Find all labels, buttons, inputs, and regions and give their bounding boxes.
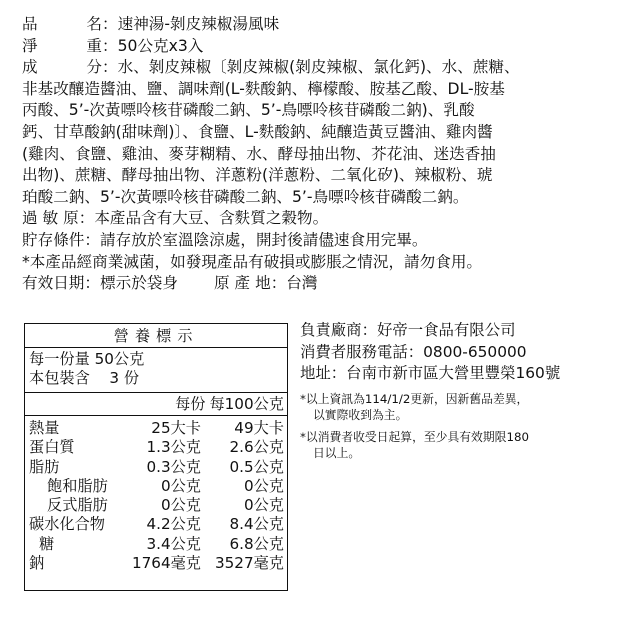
per-serving-value: 4.2公克	[146, 515, 201, 534]
product-name-row: 品 名 ： 速神湯-剝皮辣椒湯風味	[22, 14, 602, 36]
nutrition-row	[25, 496, 287, 515]
product-name-label: 品 名	[22, 15, 102, 33]
ingredients-line: 非基改釀造醬油、鹽、調味劑(L-麩酸鈉、檸檬酸、胺基乙酸、DL-胺基	[22, 79, 505, 98]
ingredients-block: 成 分 ： 水、剝皮辣椒〔剝皮辣椒(剝皮辣椒、氯化鈣)、水、蔗糖、 非基改釀造醬油、鹽、調味劑(L-麩酸鈉、檸檬酸、胺基乙酸、DL-胺基 丙酸、5’-次黃嘌呤核苷磷酸二鈉、5’-鳥嘌呤核苷磷酸二鈉)、乳酸 鈣、甘草酸鈉(甜味劑)〕、食鹽、L-麩酸鈉、純釀造黃豆醬油、雞肉醬 (雞肉、食鹽、雞油、麥芽糊精、水、酵母抽出物、芥花油、迷迭香抽 出物)、蔗糖、酵母抽出物、洋蔥粉(洋蔥粉、二氧化矽)、辣椒粉、琥 珀酸二鈉、5’-次黃嘌呤核苷磷酸二鈉、5’-鳥嘌呤核苷磷酸二鈉。	[22, 57, 602, 208]
phone-line: 消費者服務電話：0800-650000	[300, 342, 527, 361]
nutrition-row	[25, 477, 287, 496]
nutrition-column-header	[25, 393, 287, 415]
nutrient-name: 脂肪	[29, 457, 60, 476]
nutrition-row	[25, 535, 287, 554]
expiry-value: 標示於袋身	[100, 274, 178, 293]
per-100g-header: 每100公克	[209, 395, 284, 413]
storage-value: 請存放於室溫陰涼處，開封後請儘速食用完畢。	[100, 230, 428, 249]
nutrition-title: 營養標示	[25, 324, 287, 348]
per-100g-value: 8.4公克	[229, 515, 284, 534]
per-serving-value: 0公克	[160, 476, 201, 495]
per-100g-value: 0公克	[243, 496, 284, 515]
per-100g-value: 2.6公克	[229, 438, 284, 457]
expiry-label: 有效日期	[22, 274, 85, 293]
nutrition-row	[25, 419, 287, 438]
per-serving-value: 0公克	[160, 496, 201, 515]
ingredients-line: 水、剝皮辣椒〔剝皮辣椒(剝皮辣椒、氯化鈣)、水、蔗糖、	[117, 58, 520, 77]
serving-size-value: 50公克	[94, 350, 145, 368]
servings-label: 本包裝含	[29, 369, 90, 387]
net-weight-value: 50公克x3入	[117, 36, 204, 55]
nutrition-row	[25, 458, 287, 477]
per-serving-header: 每份	[175, 395, 206, 413]
per-serving-value: 0.3公克	[146, 457, 201, 476]
per-100g-value: 6.8公克	[229, 534, 284, 553]
nutrient-name: 碳水化合物	[29, 515, 105, 534]
ingredients-line: 鈣、甘草酸鈉(甜味劑)〕、食鹽、L-麩酸鈉、純釀造黃豆醬油、雞肉醬	[22, 122, 493, 141]
update-note: *以上資訊為114/1/2更新，因新舊品差異， 以實際收到為主。	[300, 391, 529, 422]
nutrient-name: 熱量	[29, 419, 60, 437]
per-serving-value: 25大卡	[151, 419, 201, 437]
per-serving-value: 1.3公克	[146, 438, 201, 457]
address-line: 地址：台南市新市區大營里豐榮160號	[300, 364, 561, 383]
per-100g-value: 3527毫克	[214, 554, 284, 573]
origin-label: 原 產 地	[213, 274, 271, 293]
nutrient-name: 鈉	[29, 554, 45, 573]
ingredients-line: 珀酸二鈉、5’-次黃嘌呤核苷磷酸二鈉、5’-鳥嘌呤核苷磷酸二鈉。	[22, 187, 469, 206]
nutrition-row	[25, 515, 287, 534]
serving-size-label: 每一份量	[29, 350, 90, 368]
nutrition-facts-table	[24, 323, 288, 591]
product-name-value: 速神湯-剝皮辣椒湯風味	[117, 15, 280, 33]
ingredients-line: (雞肉、食鹽、雞油、麥芽糊精、水、酵母抽出物、芥花油、迷迭香抽	[22, 144, 496, 163]
allergen-row: 過 敏 原 ： 本產品含有大豆、含麩質之穀物。	[22, 208, 602, 230]
per-serving-value: 1764毫克	[131, 554, 201, 573]
expiry-origin-row: 有效日期 ： 標示於袋身 原 產 地 ： 台灣	[22, 273, 602, 295]
nutrient-name: 糖	[39, 534, 55, 553]
net-weight-label: 淨 重	[22, 36, 102, 55]
maker-line: 負責廠商：好帝一食品有限公司	[300, 321, 516, 339]
sterile-notice: *本產品經商業滅菌，如發現產品有破損或膨脹之情況，請勿食用。	[22, 252, 483, 271]
per-serving-value: 3.4公克	[146, 534, 201, 553]
nutrient-name: 飽和脂肪	[47, 476, 108, 495]
per-100g-value: 49大卡	[234, 419, 284, 437]
per-100g-value: 0.5公克	[229, 457, 284, 476]
net-weight-row: 淨 重 ： 50公克x3入	[22, 36, 602, 58]
manufacturer-info	[300, 320, 605, 461]
shelf-life-note: *以消費者收受日起算，至少具有效期限180 日以上。	[300, 429, 529, 460]
label-text-block	[22, 14, 602, 295]
origin-value: 台灣	[286, 274, 318, 293]
ingredients-line: 出物)、蔗糖、酵母抽出物、洋蔥粉(洋蔥粉、二氧化矽)、辣椒粉、琥	[22, 166, 493, 185]
nutrition-row	[25, 554, 287, 573]
storage-label: 貯存條件	[22, 230, 85, 249]
nutrient-name: 反式脂肪	[47, 496, 108, 515]
servings-value: 3 份	[109, 369, 140, 387]
allergen-value: 本產品含有大豆、含麩質之穀物。	[94, 209, 329, 228]
nutrition-rows	[25, 419, 287, 573]
servings-row	[25, 369, 287, 388]
allergen-label: 過 敏 原	[22, 209, 79, 228]
nutrient-name: 蛋白質	[29, 438, 75, 457]
ingredients-line: 丙酸、5’-次黃嘌呤核苷磷酸二鈉、5’-鳥嘌呤核苷磷酸二鈉)、乳酸	[22, 101, 475, 120]
per-100g-value: 0公克	[243, 476, 284, 495]
ingredients-label: 成 分	[22, 58, 102, 77]
storage-row: 貯存條件 ： 請存放於室溫陰涼處，開封後請儘速食用完畢。	[22, 230, 602, 252]
nutrition-row	[25, 438, 287, 457]
serving-size-row	[25, 350, 287, 369]
